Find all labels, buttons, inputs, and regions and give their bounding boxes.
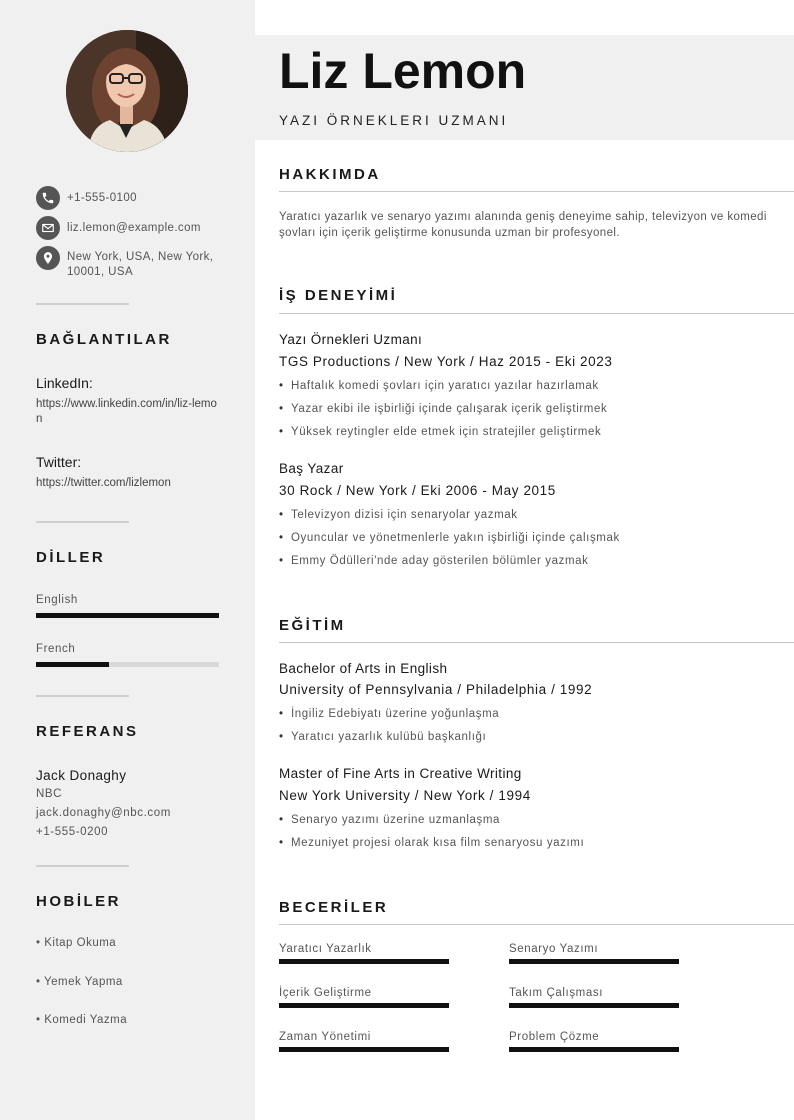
skill-item [509, 943, 679, 964]
education-degree: Bachelor of Arts in English [279, 661, 448, 676]
skill-item [279, 1031, 449, 1052]
divider [36, 695, 129, 697]
bullet-text: Yazar ekibi ile işbirliği içinde çalışarak içerik geliştirmek [291, 403, 608, 415]
skill-item [279, 987, 449, 1008]
language-english-fill [36, 613, 219, 618]
bullet-text: Mezuniyet projesi olarak kısa film senaryosu yazımı [291, 837, 585, 849]
bullet-text: Televizyon dizisi için senaryolar yazmak [291, 509, 518, 521]
language-english-bar [36, 613, 219, 618]
person-name: Liz Lemon [279, 43, 527, 99]
reference-heading: REFERANS [36, 723, 139, 740]
skill-name: Zaman Yönetimi [279, 1031, 371, 1043]
email-text: liz.lemon@example.com [67, 222, 201, 234]
divider [36, 521, 129, 523]
language-english: English [36, 594, 78, 606]
bullet-text: Senaryo yazımı üzerine uzmanlaşma [291, 814, 500, 826]
experience-role: Yazı Örnekleri Uzmanı [279, 332, 423, 347]
hobbies-heading: HOBİLER [36, 893, 121, 910]
skills-heading: BECERİLER [279, 899, 389, 916]
language-french: French [36, 643, 76, 655]
skill-item [509, 987, 679, 1008]
hobby-item: • Yemek Yapma [36, 976, 123, 988]
about-heading: HAKKIMDA [279, 166, 381, 183]
hobby-label: Komedi Yazma [44, 1014, 128, 1026]
about-text: Yaratıcı yazarlık ve senaryo yazımı alanında geniş deneyime sahip, televizyon ve komedi şovları için içerik geliştirme konusunda uzman bir profesyonel. [279, 211, 767, 239]
section-rule [279, 313, 794, 314]
education-details: University of Pennsylvania / Philadelphia / 1992 [279, 682, 593, 697]
section-rule [279, 642, 794, 643]
contact-address [36, 246, 222, 280]
skill-bar [279, 1047, 449, 1052]
linkedin-link[interactable]: https://www.linkedin.com/in/liz-lemon [36, 398, 217, 425]
skill-bar [509, 959, 679, 964]
reference-name: Jack Donaghy [36, 768, 127, 783]
experience-bullet: • Televizyon dizisi için senaryolar yazmak [279, 509, 518, 521]
skill-bar [509, 1003, 679, 1008]
education-degree: Master of Fine Arts in Creative Writing [279, 766, 522, 781]
section-rule [279, 191, 794, 192]
bullet-text: Oyuncular ve yönetmenlerle yakın işbirliği içinde çalışmak [291, 532, 620, 544]
bullet-text: Yüksek reytingler elde etmek için stratejiler geliştirmek [291, 426, 602, 438]
hobby-label: Yemek Yapma [44, 976, 123, 988]
experience-details: 30 Rock / New York / Eki 2006 - May 2015 [279, 483, 556, 498]
contact-email [36, 216, 227, 240]
phone-text: +1-555-0100 [67, 192, 137, 204]
experience-role: Baş Yazar [279, 461, 344, 476]
skill-name: Senaryo Yazımı [509, 943, 599, 955]
education-bullet: • İngiliz Edebiyatı üzerine yoğunlaşma [279, 708, 500, 720]
skill-name: İçerik Geliştirme [279, 987, 372, 999]
experience-details: TGS Productions / New York / Haz 2015 - Eki 2023 [279, 354, 613, 369]
skill-name: Yaratıcı Yazarlık [279, 943, 372, 955]
education-bullet: • Mezuniyet projesi olarak kısa film senaryosu yazımı [279, 837, 585, 849]
language-french-bar [36, 662, 219, 667]
education-bullet: • Senaryo yazımı üzerine uzmanlaşma [279, 814, 500, 826]
skill-bar [279, 959, 449, 964]
languages-heading: DİLLER [36, 549, 106, 566]
map-pin-icon [36, 246, 60, 270]
reference-email[interactable]: jack.donaghy@nbc.com [36, 807, 171, 819]
education-heading: EĞİTİM [279, 617, 346, 634]
experience-bullet: • Yazar ekibi ile işbirliği içinde çalışarak içerik geliştirmek [279, 403, 608, 415]
bullet-text: İngiliz Edebiyatı üzerine yoğunlaşma [291, 708, 500, 720]
hobby-item: • Kitap Okuma [36, 937, 117, 949]
hobby-label: Kitap Okuma [44, 937, 117, 949]
skill-item [279, 943, 449, 964]
education-details: New York University / New York / 1994 [279, 788, 531, 803]
bullet-text: Yaratıcı yazarlık kulübü başkanlığı [291, 731, 487, 743]
linkedin-label: LinkedIn: [36, 375, 93, 391]
phone-icon [36, 186, 60, 210]
skill-name: Problem Çözme [509, 1031, 600, 1043]
bullet-text: Haftalık komedi şovları için yaratıcı yazılar hazırlamak [291, 380, 599, 392]
envelope-icon [36, 216, 60, 240]
reference-company: NBC [36, 788, 63, 800]
bullet-text: Emmy Ödülleri'nde aday gösterilen bölümler yazmak [291, 555, 589, 567]
divider [36, 303, 129, 305]
hobby-item: • Komedi Yazma [36, 1014, 128, 1026]
reference-phone: +1-555-0200 [36, 826, 109, 838]
experience-bullet: • Yüksek reytingler elde etmek için stratejiler geliştirmek [279, 426, 602, 438]
profile-photo [66, 30, 188, 152]
language-french-fill [36, 662, 109, 667]
contact-phone [36, 186, 227, 210]
skill-name: Takım Çalışması [509, 987, 603, 999]
skill-item [509, 1031, 679, 1052]
twitter-link[interactable]: https://twitter.com/lizlemon [36, 477, 171, 489]
job-title: YAZI ÖRNEKLERI UZMANI [279, 113, 509, 128]
education-bullet: • Yaratıcı yazarlık kulübü başkanlığı [279, 731, 487, 743]
address-text: New York, USA, New York, 10001, USA [67, 251, 214, 278]
twitter-label: Twitter: [36, 454, 82, 470]
experience-bullet: • Emmy Ödülleri'nde aday gösterilen bölümler yazmak [279, 555, 589, 567]
section-rule [279, 924, 794, 925]
links-heading: BAĞLANTILAR [36, 331, 172, 348]
experience-heading: İŞ DENEYİMİ [279, 287, 398, 304]
skill-bar [279, 1003, 449, 1008]
experience-bullet: • Haftalık komedi şovları için yaratıcı yazılar hazırlamak [279, 380, 599, 392]
experience-bullet: • Oyuncular ve yönetmenlerle yakın işbirliği içinde çalışmak [279, 532, 620, 544]
skill-bar [509, 1047, 679, 1052]
divider [36, 865, 129, 867]
